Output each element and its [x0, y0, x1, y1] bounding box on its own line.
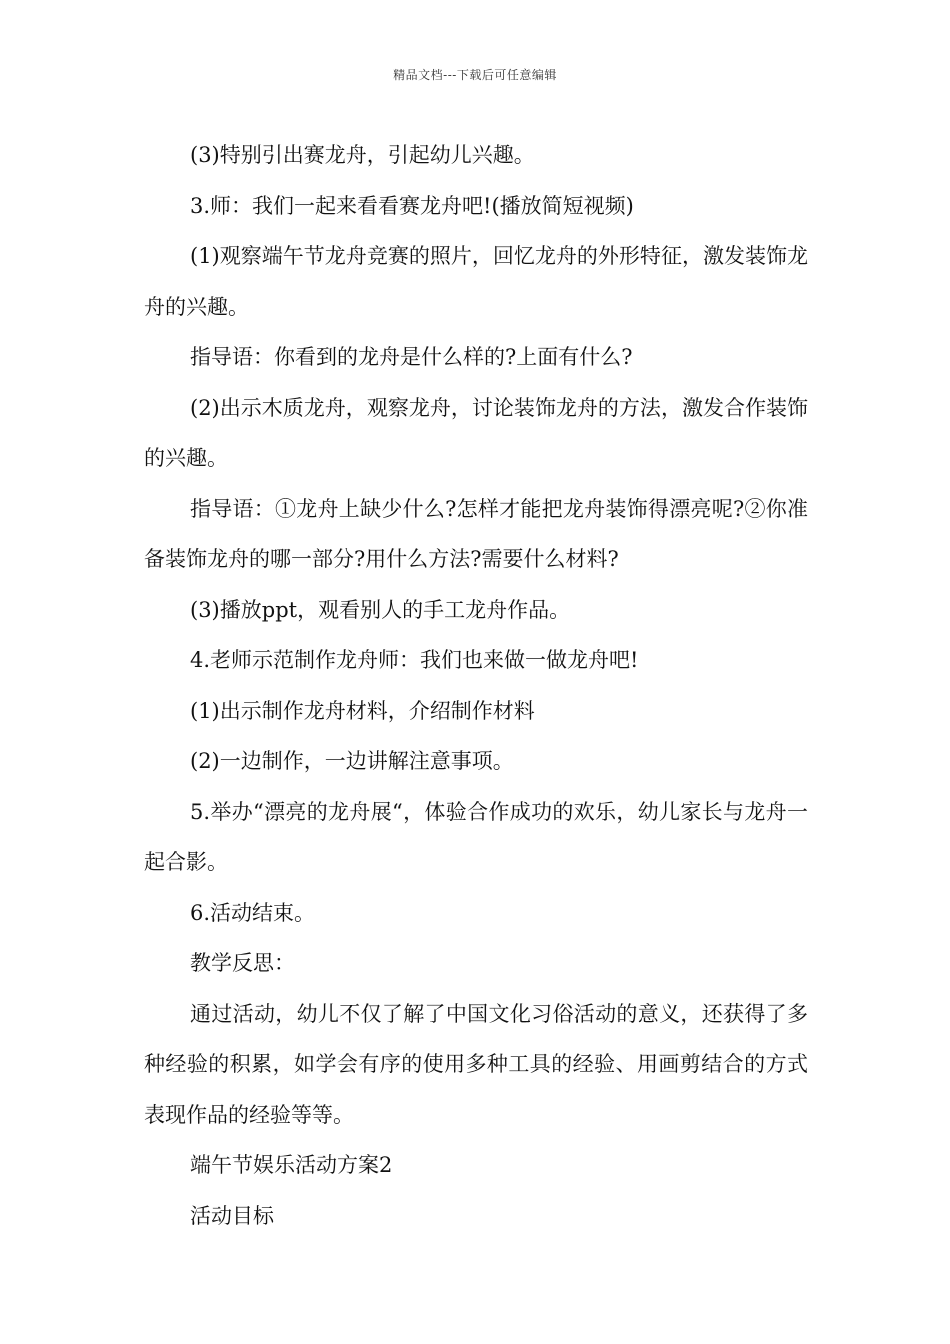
- paragraph: 6.活动结束。: [190, 900, 316, 925]
- document-body: [144, 130, 808, 1241]
- paragraph: 教学反思：: [190, 951, 295, 975]
- paragraph: (1)出示制作龙舟材料，介绍制作材料: [190, 698, 535, 723]
- subsection-title: 活动目标: [190, 1203, 274, 1228]
- paragraph: 3.师：我们一起来看看赛龙舟吧!(播放简短视频): [190, 193, 634, 218]
- page-header: 精品文档---下载后可任意编辑: [393, 68, 557, 82]
- paragraph: (2)出示木质龙舟，观察龙舟，讨论装饰龙舟的方法，激发合作装饰的兴趣。: [144, 395, 808, 470]
- paragraph: 5.举办“漂亮的龙舟展“，体验合作成功的欢乐，幼儿家长与龙舟一起合影。: [144, 799, 808, 874]
- paragraph: 指导语：你看到的龙舟是什么样的?上面有什么?: [190, 345, 633, 369]
- paragraph: (3)特别引出赛龙舟，引起幼儿兴趣。: [190, 143, 535, 167]
- paragraph: (1)观察端午节龙舟竞赛的照片，回忆龙舟的外形特征，激发装饰龙舟的兴趣。: [144, 244, 808, 319]
- paragraph: (3)播放ppt，观看别人的手工龙舟作品。: [190, 597, 571, 622]
- paragraph: (2)一边制作，一边讲解注意事项。: [190, 749, 514, 773]
- paragraph: 通过活动，幼儿不仅了解了中国文化习俗活动的意义，还获得了多种经验的积累，如学会有序的使用多种工具的经验、用画剪结合的方式表现作品的经验等等。: [144, 1001, 808, 1127]
- section-title: 端午节娱乐活动方案2: [190, 1153, 393, 1177]
- paragraph: 指导语：①龙舟上缺少什么?怎样才能把龙舟装饰得漂亮呢?②你准备装饰龙舟的哪一部分?用什么方法?需要什么材料?: [144, 496, 808, 571]
- paragraph: 4.老师示范制作龙舟师：我们也来做一做龙舟吧!: [190, 648, 639, 672]
